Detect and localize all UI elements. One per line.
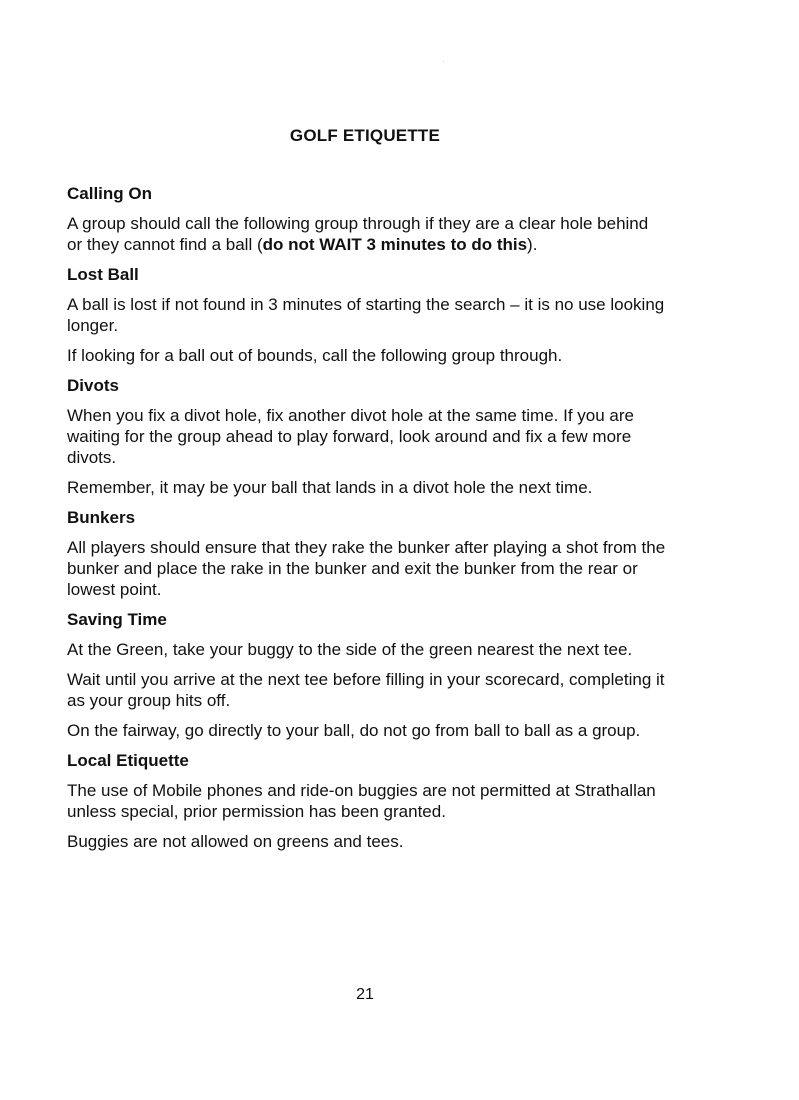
paragraph: All players should ensure that they rake the bunker after playing a shot from the bunker and place the rake in the bunker and exit the bunker from the rear or lowest point. bbox=[67, 538, 666, 599]
paragraph-text: ). bbox=[527, 235, 538, 254]
paragraph: The use of Mobile phones and ride-on buggies are not permitted at Strathallan unless special, prior permission has been granted. bbox=[67, 781, 656, 821]
page-title: GOLF ETIQUETTE bbox=[289, 126, 441, 145]
section-saving-time bbox=[67, 609, 667, 741]
paragraph: Remember, it may be your ball that lands in a divot hole the next time. bbox=[67, 478, 593, 497]
paragraph: Wait until you arrive at the next tee before filling in your scorecard, completing it as your group hits off. bbox=[67, 670, 665, 710]
scan-speck bbox=[443, 61, 444, 62]
section-calling-on bbox=[67, 183, 667, 255]
section-heading: Calling On bbox=[67, 184, 152, 203]
section-heading: Local Etiquette bbox=[67, 751, 189, 770]
section-heading: Divots bbox=[67, 376, 119, 395]
paragraph: When you fix a divot hole, fix another divot hole at the same time. If you are waiting for the group ahead to play forward, look around and fix a few more divots. bbox=[67, 406, 634, 467]
section-local-etiquette bbox=[67, 750, 667, 852]
section-heading: Lost Ball bbox=[67, 265, 139, 284]
section-heading: Bunkers bbox=[67, 508, 136, 527]
paragraph: If looking for a ball out of bounds, call the following group through. bbox=[67, 346, 563, 365]
section-divots bbox=[67, 375, 667, 498]
paragraph: Buggies are not allowed on greens and tees. bbox=[67, 832, 404, 851]
page-number: 21 bbox=[356, 986, 374, 1003]
section-lost-ball bbox=[67, 264, 667, 366]
paragraph: At the Green, take your buggy to the side of the green nearest the next tee. bbox=[67, 640, 633, 659]
paragraph-text: A group should call the following group through if they are a clear hole behind or they cannot find a ball ( bbox=[67, 214, 649, 254]
paragraph: A ball is lost if not found in 3 minutes of starting the search – it is no use looking longer. bbox=[67, 295, 665, 335]
section-bunkers bbox=[67, 507, 667, 600]
paragraph: On the fairway, go directly to your ball, do not go from ball to ball as a group. bbox=[67, 721, 641, 740]
paragraph bbox=[67, 213, 667, 255]
content bbox=[67, 183, 667, 861]
emphasis-text: do not WAIT 3 minutes to do this bbox=[262, 235, 528, 254]
section-heading: Saving Time bbox=[67, 610, 167, 629]
